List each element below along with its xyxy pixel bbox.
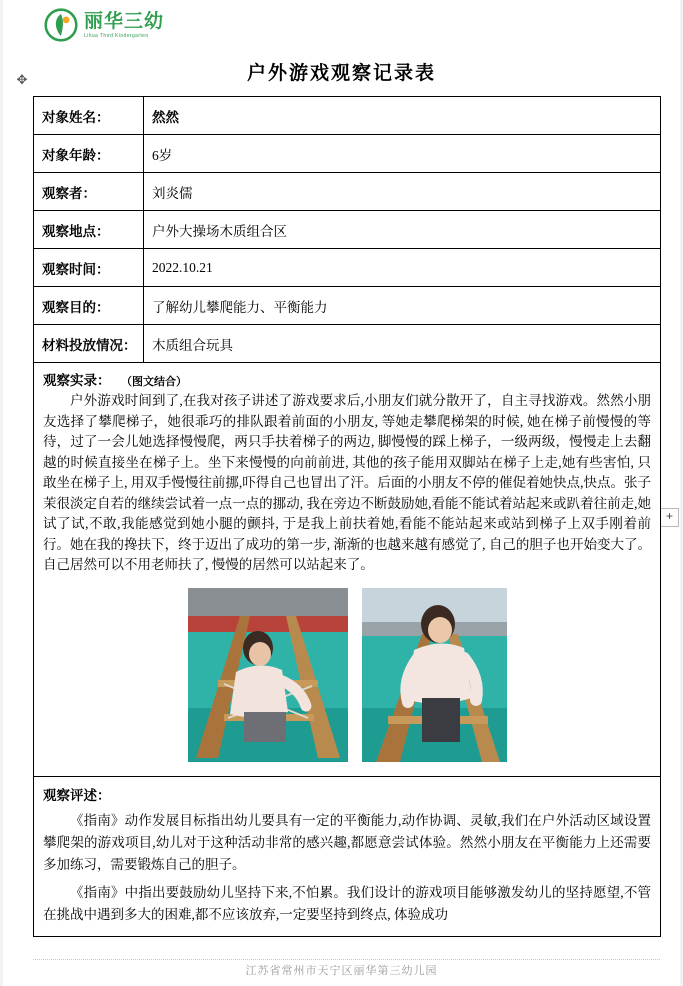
field-label-location: 观察地点： bbox=[34, 211, 144, 249]
record-cell bbox=[34, 363, 661, 777]
observation-photo-1 bbox=[188, 588, 348, 762]
field-value-name: 然然 bbox=[144, 97, 661, 135]
page-footer: 江苏省常州市天宁区丽华第三幼儿园 bbox=[245, 965, 438, 977]
table-row bbox=[34, 173, 661, 211]
brand-name-en: Lihua Third Kindergarten bbox=[84, 32, 149, 39]
brand-logo bbox=[44, 8, 164, 42]
comment-paragraph-1: 《指南》动作发展目标指出幼儿要具有一定的平衡能力,动作协调、灵敏,我们在户外活动区域设置攀爬架的游戏项目,幼儿对于这种活动非常的感兴趣,都愿意尝试体验。然然小朋友在平衡能力上还需要多加练习，需要锻炼自己的胆子。 bbox=[43, 812, 651, 872]
comment-cell bbox=[34, 776, 661, 936]
page-left-edge bbox=[0, 0, 3, 986]
table-row-record bbox=[34, 363, 661, 777]
table-row bbox=[34, 97, 661, 135]
page-title: 户外游戏观察记录表 bbox=[246, 63, 436, 84]
comment-paragraph-2: 《指南》中指出要鼓励幼儿坚持下来,不怕累。我们设计的游戏项目能够激发幼儿的坚持愿望,不管在挑战中遇到多大的困难,都不应该放弃,一定要坚持到终点, 体验成功 bbox=[43, 884, 651, 922]
brand-name-cn: 丽华三幼 bbox=[84, 10, 165, 32]
observation-record-table bbox=[33, 96, 661, 937]
table-row bbox=[34, 325, 661, 363]
field-value-age: 6岁 bbox=[144, 135, 661, 173]
field-value-observer: 刘炎儒 bbox=[144, 173, 661, 211]
table-row bbox=[34, 135, 661, 173]
photo-2-graphic bbox=[362, 588, 507, 762]
field-label-age: 对象年龄： bbox=[34, 135, 144, 173]
field-label-purpose: 观察目的： bbox=[34, 287, 144, 325]
record-photos bbox=[43, 588, 651, 762]
comment-body bbox=[43, 810, 651, 926]
field-value-location: 户外大操场木质组合区 bbox=[144, 211, 661, 249]
add-row-button[interactable]: + bbox=[660, 508, 679, 527]
record-heading bbox=[43, 369, 651, 389]
observation-photo-2 bbox=[362, 588, 507, 762]
record-text: 户外游戏时间到了,在我对孩子讲述了游戏要求后,小朋友们就分散开了，自主寻找游戏。然然小朋友选择了攀爬梯子，她很乖巧的排队跟着前面的小朋友, 等她走攀爬梯架的时候, 她在梯子前慢慢的等待，过了一会儿她选择慢慢爬，两只手扶着梯子的两边, 脚慢慢的踩上梯子，一级两级，慢慢走上去翻越的时候直接坐在梯子上。坐下来慢慢的向前前进, 其他的孩子能用双脚站在梯子上走,她有些害怕, 只敢坐在梯子上, 用双手慢慢往前挪,吓得自己也冒出了汗。后面的小朋友不停的催促着她快点,快点。张子茉很淡定自若的继续尝试着一点一点的挪动, 我在旁边不断鼓励她,看能不能试着站起来或趴着往前走,她试了试,不敢,我能感觉到她小腿的颤抖, 于是我上前扶着她,看能不能站起来或站到梯子上双手刚着前行。她在我的搀扶下，终于迈出了成功的第一步, 渐渐的也越来越有感觉了, 自己的胆子也开始变大了。自己居然可以不用老师扶了, 慢慢的居然可以站起来了。 bbox=[43, 393, 651, 572]
field-value-purpose: 了解幼儿攀爬能力、平衡能力 bbox=[144, 287, 661, 325]
field-value-materials: 木质组合玩具 bbox=[144, 325, 661, 363]
field-label-materials: 材料投放情况： bbox=[34, 325, 144, 363]
field-value-time: 2022.10.21 bbox=[144, 249, 661, 287]
brand-text bbox=[84, 12, 164, 39]
photo-1-graphic bbox=[188, 588, 348, 762]
comment-heading: 观察评述： bbox=[43, 787, 111, 803]
footer-divider bbox=[33, 959, 660, 960]
record-heading-text: 观察实录： bbox=[43, 373, 111, 388]
table-row bbox=[34, 211, 661, 249]
kindergarten-logo-icon bbox=[44, 8, 78, 42]
table-row bbox=[34, 249, 661, 287]
field-label-observer: 观察者： bbox=[34, 173, 144, 211]
record-heading-note: （图文结合） bbox=[126, 376, 187, 388]
move-handle-icon[interactable]: ✥ bbox=[16, 72, 28, 87]
table-row-comment bbox=[34, 776, 661, 936]
field-label-time: 观察时间： bbox=[34, 249, 144, 287]
field-label-name: 对象姓名： bbox=[34, 97, 144, 135]
table-row bbox=[34, 287, 661, 325]
